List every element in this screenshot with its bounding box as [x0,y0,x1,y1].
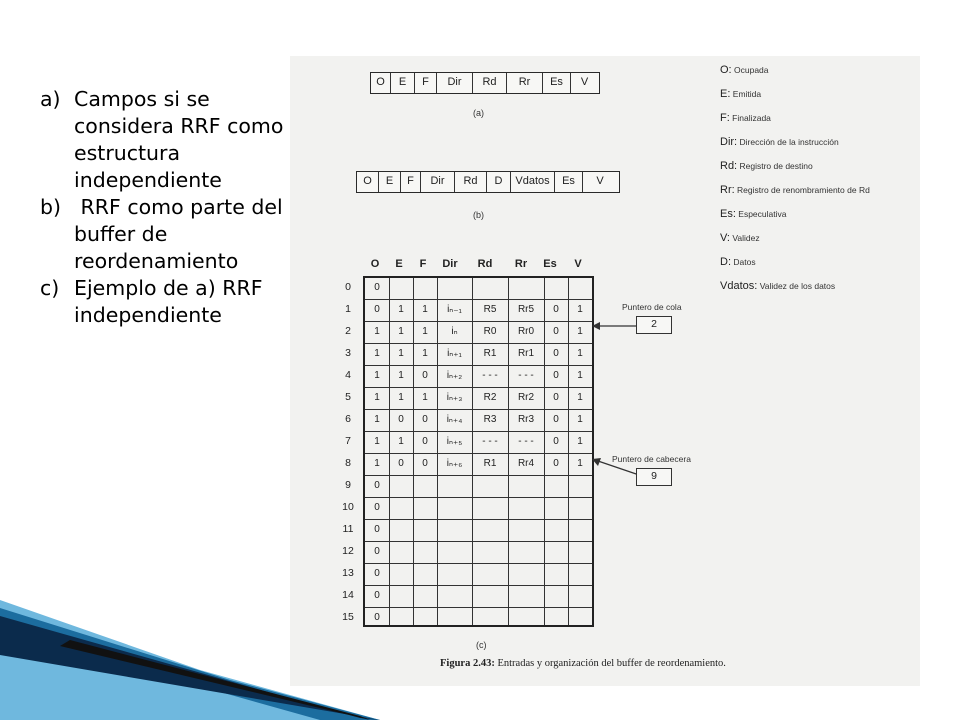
tail-pointer-label: Puntero de cola [622,302,682,312]
row-number: 5 [345,391,351,403]
table-cell: 1 [398,436,404,447]
table-cell: R1 [483,348,497,359]
row-number: 6 [345,413,351,425]
table-cell: 1 [577,436,583,447]
table-cell: 0 [553,414,559,425]
row-number: 10 [342,501,354,513]
field-cell: F [401,172,421,192]
table-cell: 0 [553,392,559,403]
legend-desc: Dirección de la instrucción [739,137,839,147]
table-cell: 0 [422,458,428,469]
tail-pointer-arrowhead [592,322,600,330]
table-cell: iₙ₊₅ [446,436,463,447]
table-cell: R1 [483,458,497,469]
field-cell: E [391,73,415,93]
table-row-divider [365,321,592,322]
field-cell: Rd [455,172,487,192]
table-cell: 1 [374,370,380,381]
head-pointer-label: Puntero de cabecera [612,454,691,464]
table-cell: 0 [553,326,559,337]
table-cell: R2 [483,392,497,403]
table-cell: 1 [577,370,583,381]
bullet-list [40,86,290,329]
field-cell: D [487,172,511,192]
legend-key: Dir: [720,136,738,148]
legend-item [720,88,920,100]
table-cell: 0 [374,546,380,557]
table-row-divider [365,431,592,432]
table-cell: 1 [577,326,583,337]
legend-key: Rr: [720,184,735,196]
legend-item [720,136,920,148]
row-number: 9 [345,479,351,491]
legend-key: Es: [720,208,736,220]
table-header: E [395,258,403,270]
bullet-item [40,275,290,329]
field-cell: O [357,172,379,192]
table-cell: 1 [577,414,583,425]
table-cell: 1 [422,326,428,337]
table-cell: 1 [422,348,428,359]
row-number: 3 [345,347,351,359]
table-cell: 0 [422,414,428,425]
tail-pointer-box: 2 [636,316,672,334]
table-cell: 0 [553,348,559,359]
table-cell: 1 [422,304,428,315]
table-cell: 0 [374,304,380,315]
table-cell: 0 [422,436,428,447]
reorder-buffer-table [363,276,594,627]
legend-key: F: [720,112,730,124]
table-header: Rr [514,258,528,270]
legend-key: Vdatos: [720,280,758,292]
legend-desc: Finalizada [732,113,771,123]
table-cell: 0 [398,414,404,425]
table-cell: R0 [483,326,497,337]
table-cell: 0 [374,282,380,293]
table-cell: 1 [577,458,583,469]
table-cell: 1 [374,436,380,447]
table-cell: Rr4 [517,458,535,469]
table-cell: - - - [518,370,534,381]
bullet-text: RRF como parte del buffer de reordenamiento [74,195,290,273]
legend-item [720,112,920,124]
table-cell: - - - [518,436,534,447]
table-cell: 0 [374,612,380,623]
legend-key: E: [720,88,731,100]
fields-box-b [356,171,620,193]
table-header: V [574,258,582,270]
bullet-item [40,194,290,275]
table-cell: Rr3 [517,414,535,425]
row-number: 15 [342,611,354,623]
legend-item [720,280,920,292]
row-number: 8 [345,457,351,469]
field-cell: O [371,73,391,93]
table-row-divider [365,585,592,586]
table-cell: iₙ₊₃ [446,392,463,403]
table-cell: iₙ₊₄ [446,414,463,425]
row-number: 11 [342,523,354,535]
legend-key: D: [720,256,731,268]
legend-desc: Registro de destino [739,161,813,171]
table-cell: R3 [483,414,497,425]
legend-desc: Emitida [732,89,762,99]
row-number: 1 [345,303,351,315]
table-cell: iₙ₊₁ [447,348,462,359]
table-header: Es [543,258,557,270]
legend-desc: Validez de los datos [759,281,836,291]
table-row-divider [365,519,592,520]
legend-desc: Especulativa [738,209,787,219]
table-row-divider [365,563,592,564]
field-cell: Vdatos [511,172,555,192]
table-cell: 0 [553,436,559,447]
table-cell: 1 [422,392,428,403]
table-cell: iₙ₊₆ [446,458,463,469]
field-cell: Rr [507,73,543,93]
table-row-divider [365,387,592,388]
table-cell: - - - [482,436,498,447]
table-cell: 0 [553,304,559,315]
bullet-text: Campos si se considera RRF como estructura independiente [74,87,284,192]
legend-desc: Datos [733,257,756,267]
table-row-divider [365,497,592,498]
table-cell: iₙ [451,326,458,337]
caption-bold: Figura 2.43: [440,658,495,669]
legend-item [720,160,920,172]
table-cell: 1 [374,414,380,425]
bullet-item [40,86,290,194]
field-cell: V [580,76,589,88]
bullet-text: Ejemplo de a) RRF independiente [74,276,263,327]
table-cell: 0 [553,370,559,381]
head-pointer-box: 9 [636,468,672,486]
caption-text: Entradas y organización del buffer de reordenamiento. [494,658,726,669]
row-number: 13 [342,567,354,579]
bullet-marker: c) [40,276,60,300]
table-row-divider [365,607,592,608]
table-row-divider [365,409,592,410]
table-cell: 1 [374,392,380,403]
row-number: 12 [342,545,354,557]
table-cell: 0 [398,458,404,469]
table-header: Dir [442,258,458,270]
field-cell: Es [555,172,583,192]
table-cell: 0 [374,480,380,491]
table-cell: 0 [422,370,428,381]
legend-key: O: [720,64,732,76]
table-cell: Rr2 [517,392,535,403]
label-c: (c) [476,640,487,650]
field-cell: V [596,175,604,187]
table-header: Rd [477,258,493,270]
label-a: (a) [473,108,484,118]
scanned-figure [290,56,920,686]
field-cell: F [415,73,437,93]
table-row-divider [365,343,592,344]
table-cell: 0 [374,502,380,513]
table-cell: 1 [398,304,404,315]
table-cell: R5 [483,304,497,315]
table-row-divider [365,365,592,366]
legend-item [720,208,920,220]
legend-item [720,232,920,244]
table-row-divider [365,475,592,476]
table-cell: iₙ₋₁ [447,304,462,315]
row-number: 14 [342,589,354,601]
row-number: 7 [345,435,351,447]
table-cell: iₙ₊₂ [446,370,463,381]
field-cell: Dir [437,73,473,93]
table-cell: 1 [374,348,380,359]
table-cell: 1 [374,458,380,469]
row-number: 0 [345,281,351,293]
table-cell: 0 [374,524,380,535]
legend-item [720,64,920,76]
legend-item [720,256,920,268]
bullet-marker: a) [40,87,61,111]
legend-key: V: [720,232,730,244]
table-cell: 1 [577,348,583,359]
field-cell: E [379,172,401,192]
table-cell: 1 [398,370,404,381]
row-number: 2 [345,325,351,337]
field-cell: Es [543,73,571,93]
table-cell: 1 [577,392,583,403]
table-cell: 0 [374,568,380,579]
field-cell: Dir [421,172,455,192]
table-row-divider [365,541,592,542]
table-cell: 1 [398,326,404,337]
legend-desc: Registro de renombramiento de Rd [737,185,870,195]
table-header: F [419,258,427,270]
legend-desc: Validez [732,233,760,243]
table-cell: Rr1 [517,348,535,359]
label-b: (b) [473,210,484,220]
table-cell: Rr5 [517,304,535,315]
table-cell: - - - [482,370,498,381]
legend-item [720,184,920,196]
row-number: 4 [345,369,351,381]
table-cell: 1 [398,348,404,359]
table-header: O [370,258,380,270]
table-cell: Rr0 [517,326,535,337]
table-cell: 0 [374,590,380,601]
table-cell: 0 [553,458,559,469]
fields-box-a [370,72,600,94]
legend-desc: Ocupada [734,65,769,75]
figure-caption [440,658,726,669]
table-row-divider [365,453,592,454]
table-cell: 1 [577,304,583,315]
table-row-divider [365,299,592,300]
bullet-marker: b) [40,195,62,219]
table-cell: 1 [374,326,380,337]
table-cell: 1 [398,392,404,403]
field-cell: Rd [473,73,507,93]
legend-key: Rd: [720,160,738,172]
